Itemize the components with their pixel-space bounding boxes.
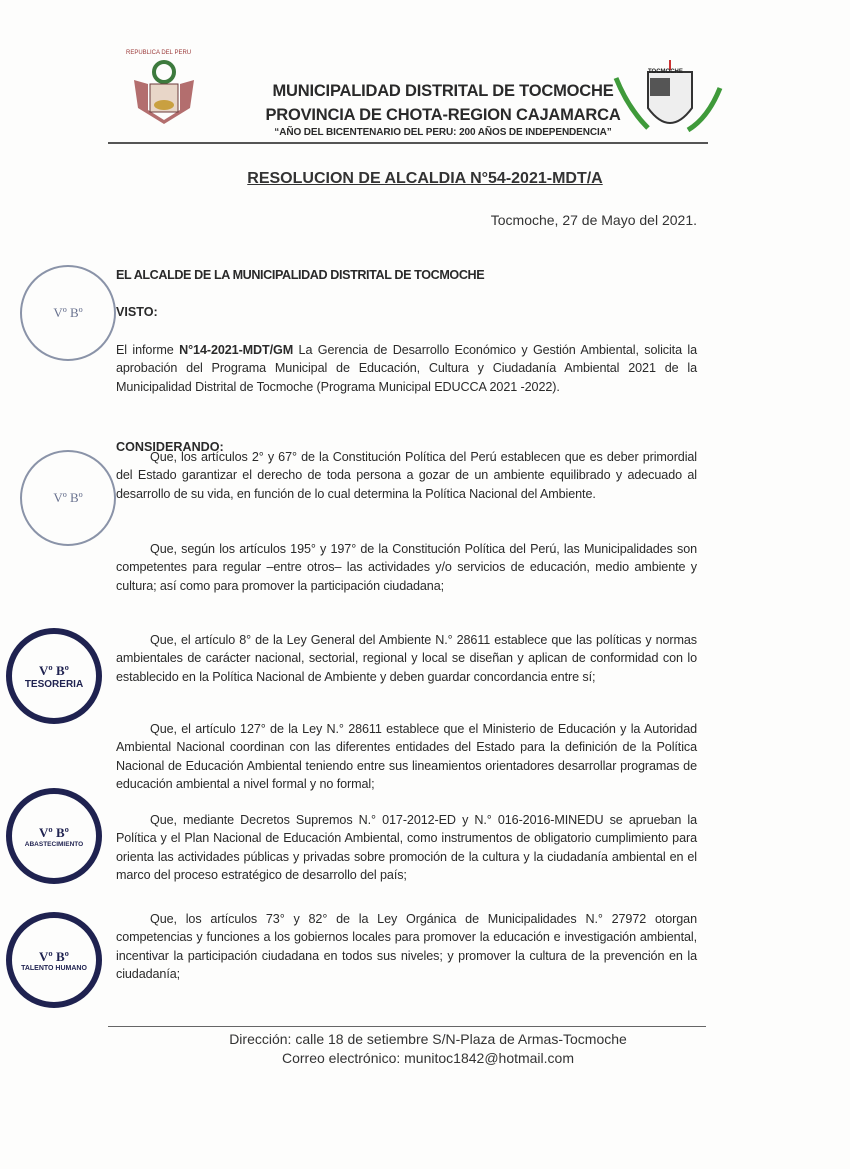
footer-email: Correo electrónico: munitoc1842@hotmail.com xyxy=(281,1050,574,1066)
talento-humano-approval-stamp xyxy=(6,912,102,1008)
considerando-paragraph: Que, mediante Decretos Supremos N.° 017-2012-ED y N.° 016-2016-MINEDU se aprueban la Política y el Plan Nacional de Educación Ambiental, como instrumentos de obligatorio cumplimiento para orienta las actividades públicas y privadas sobre promoción de la cultura y la ciudadanía ambiental en el marco del proceso estratégico de desarrollo del país; xyxy=(116,813,697,882)
report-reference: N°14-2021-MDT/GM xyxy=(179,343,294,357)
footer-address: Dirección: calle 18 de setiembre S/N-Plaza de Armas-Tocmoche xyxy=(229,1031,627,1047)
stamp-label: Vº Bº xyxy=(39,662,69,678)
visto-lead: El informe xyxy=(116,343,180,357)
considerando-paragraph: Que, el artículo 8° de la Ley General del Ambiente N.° 28611 establece que las políticas y normas ambientales de carácter nacional, sectorial, regional y local se diseñan y aplican de conformidad con lo establecido en la Política Nacional de Ambiente y deben guardar concordancia entre sí; xyxy=(116,633,697,684)
considerando-heading: CONSIDERANDO: xyxy=(116,440,224,454)
gerencia-approval-stamp xyxy=(20,450,116,546)
considerando-paragraph: Que, el artículo 127° de la Ley N.° 28611 establece que el Ministerio de Educación y la Autoridad Ambiental Nacional coordinan con las diferentes entidades del Estado para la definición de la Política Nacional de Educación Ambiental teniendo entre sus lineamientos orientadores desarrollar programas de educación ambiental a nivel formal y no formal; xyxy=(116,722,697,791)
considerando-paragraph: Que, según los artículos 195° y 197° de la Constitución Política del Perú, las Municipalidades son competentes para regular –entre otros– las actividades y/o servicios de educación, medio ambiente y cultura; así como para promover la participación ciudadana; xyxy=(116,542,697,593)
considerando-paragraph: Que, los artículos 2° y 67° de la Constitución Política del Perú establecen que es deber primordial del Estado garantizar el derecho de toda persona a gozar de un ambiente equilibrado y adecuado al desarrollo de su vida, en función de lo cual determina la Política Nacional del Ambiente. xyxy=(116,450,697,501)
authority-heading: EL ALCALDE DE LA MUNICIPALIDAD DISTRITAL DE TOCMOCHE xyxy=(116,268,485,282)
header-divider xyxy=(108,142,708,144)
footer-divider xyxy=(108,1026,706,1027)
resolution-title: RESOLUCION DE ALCALDIA N°54-2021-MDT/A xyxy=(247,170,603,187)
stamp-sub: TALENTO HUMANO xyxy=(21,964,87,972)
province-region: PROVINCIA DE CHOTA-REGION CAJAMARCA xyxy=(265,106,621,124)
visto-paragraph xyxy=(116,341,697,396)
municipality-name: MUNICIPALIDAD DISTRITAL DE TOCMOCHE xyxy=(272,82,614,100)
considerando-paragraph: Que, los artículos 73° y 82° de la Ley Orgánica de Municipalidades N.° 27972 otorgan competencias y funciones a los gobiernos locales para promover la educación e investigación ambiental, incentivar la participación ciudadana en todos sus niveles; y promover la cultura de la prevención en la ciudadanía; xyxy=(116,912,697,981)
abastecimiento-approval-stamp xyxy=(6,788,102,884)
stamp-label: Vº Bº xyxy=(53,490,83,505)
resolution-date: Tocmoche, 27 de Mayo del 2021. xyxy=(490,212,697,228)
visto-heading: VISTO: xyxy=(116,305,158,319)
alcaldia-approval-stamp xyxy=(20,265,116,361)
stamp-sub: TESORERIA xyxy=(24,678,84,690)
visto-text: La Gerencia de Desarrollo Económico y Gestión Ambiental, solicita la aprobación del Programa Municipal de Educación, Cultura y Ciudadanía Ambiental 2021 de la Municipalidad Distrital de Tocmoche (Programa Municipal EDUCCA 2021 -2022). xyxy=(116,343,697,394)
stamp-label: Vº Bº xyxy=(39,948,69,964)
stamp-label: Vº Bº xyxy=(39,824,69,840)
year-motto: “AÑO DEL BICENTENARIO DEL PERU: 200 AÑOS DE INDEPENDENCIA” xyxy=(274,127,612,138)
crest-right-caption: TOCMOCHE xyxy=(648,69,683,75)
stamp-label: Vº Bº xyxy=(53,305,83,320)
stamp-sub: ABASTECIMIENTO xyxy=(24,840,84,848)
crest-left-caption: REPUBLICA DEL PERU xyxy=(126,50,192,56)
tesoreria-approval-stamp xyxy=(6,628,102,724)
